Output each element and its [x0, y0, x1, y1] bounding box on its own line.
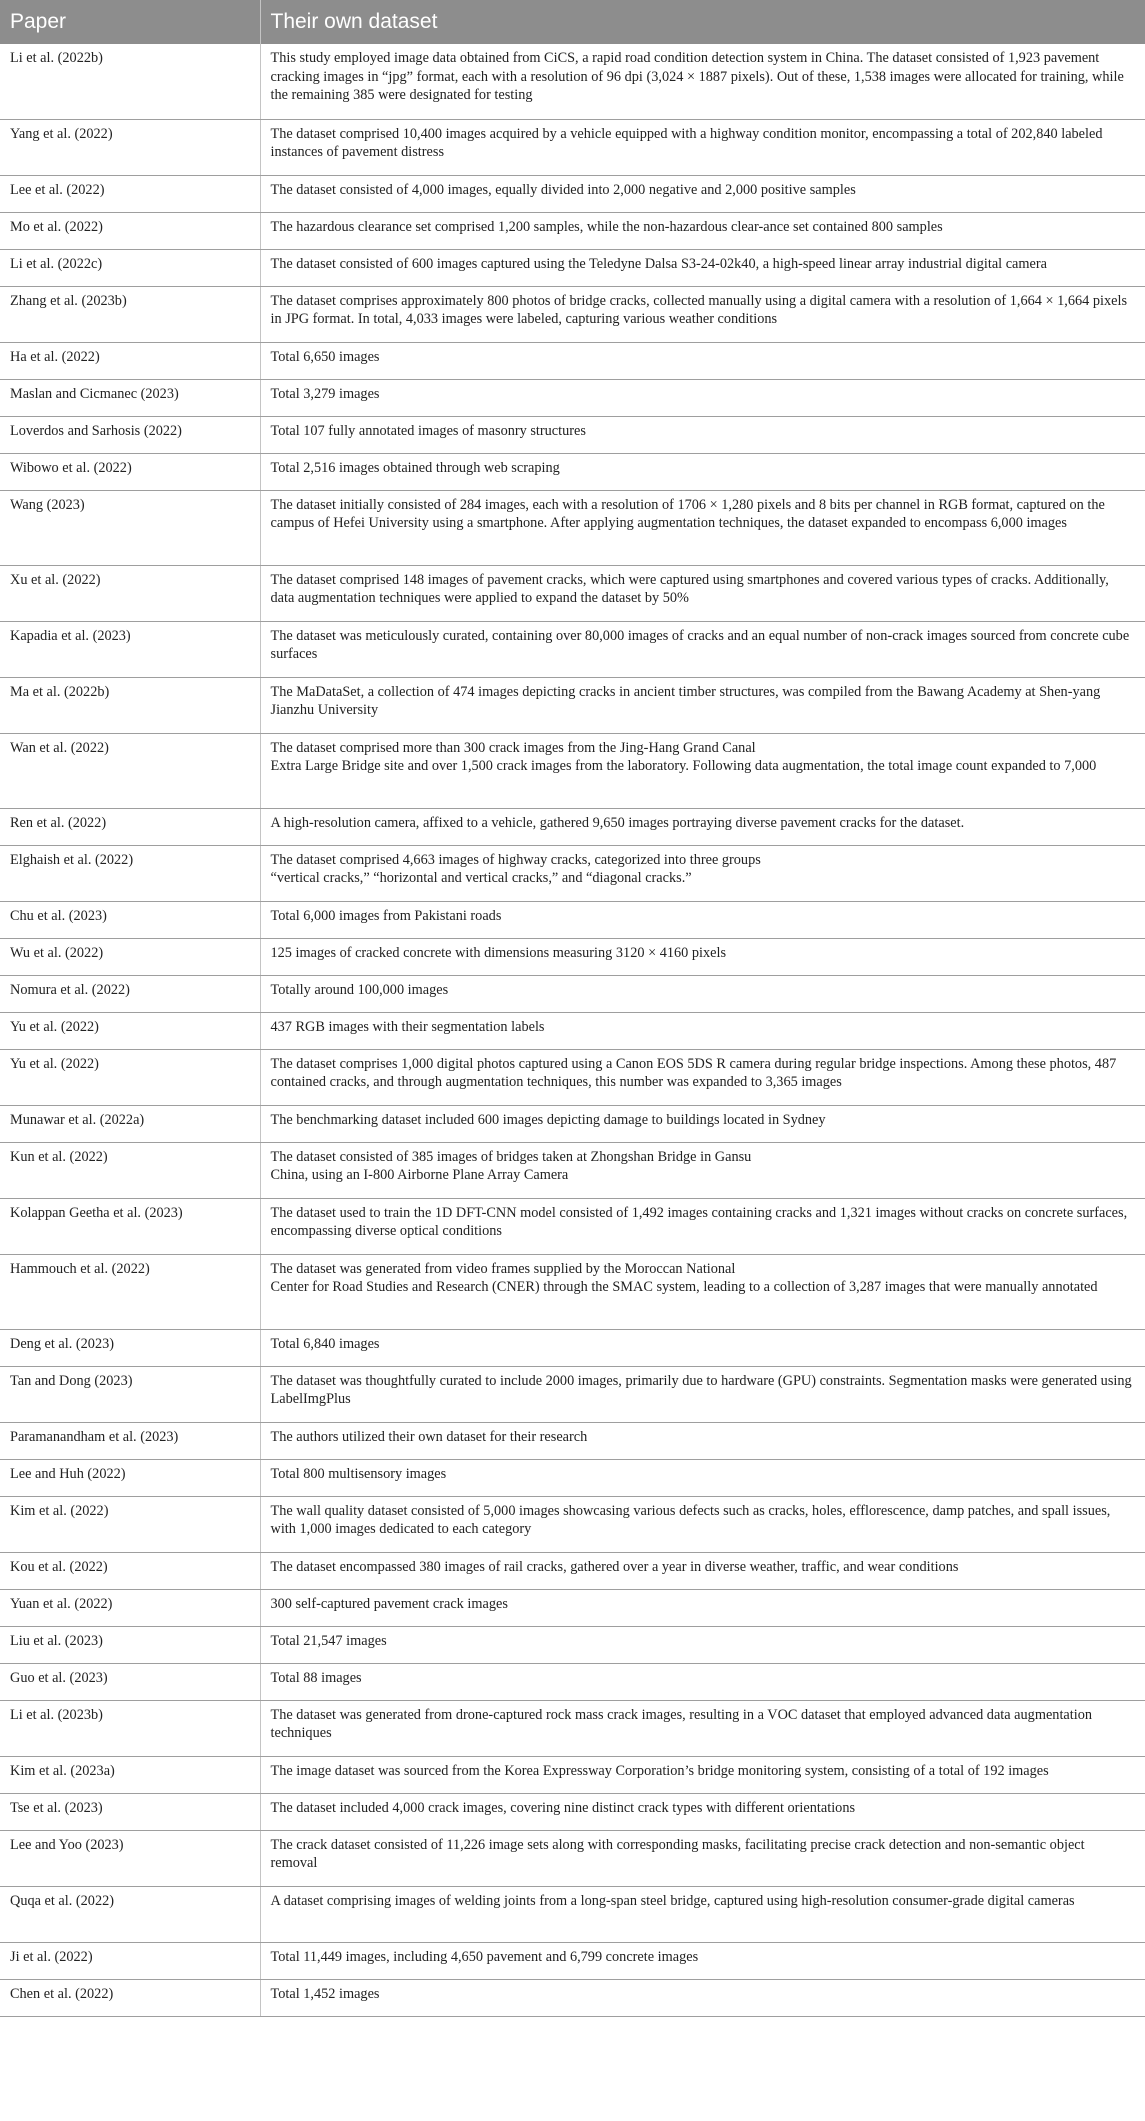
- table-row: [0, 677, 1145, 733]
- dataset-cell: 300 self-captured pavement crack images: [260, 1589, 1145, 1626]
- table-row: [0, 1049, 1145, 1105]
- paper-cell: Li et al. (2022b): [0, 44, 260, 119]
- dataset-cell: The dataset comprises approximately 800 photos of bridge cracks, collected manually using a digital camera with a resolution of 1,664 × 1,664 pixels in JPG format. In total, 4,033 images were labeled, capturing various weather conditions: [260, 286, 1145, 342]
- dataset-cell: Total 6,650 images: [260, 342, 1145, 379]
- table-row: [0, 1830, 1145, 1886]
- dataset-cell: The benchmarking dataset included 600 images depicting damage to buildings located in Sydney: [260, 1105, 1145, 1142]
- table-row: [0, 1422, 1145, 1459]
- dataset-cell: The crack dataset consisted of 11,226 image sets along with corresponding masks, facilitating precise crack detection and non-semantic object removal: [260, 1830, 1145, 1886]
- table-row: [0, 175, 1145, 212]
- dataset-cell: Total 3,279 images: [260, 379, 1145, 416]
- table-row: [0, 1105, 1145, 1142]
- dataset-cell: Total 21,547 images: [260, 1626, 1145, 1663]
- paper-cell: Kim et al. (2022): [0, 1496, 260, 1552]
- dataset-cell: Total 6,000 images from Pakistani roads: [260, 901, 1145, 938]
- table-row: [0, 44, 1145, 119]
- dataset-cell: Total 88 images: [260, 1663, 1145, 1700]
- dataset-cell: A high-resolution camera, affixed to a vehicle, gathered 9,650 images portraying diverse pavement cracks for the dataset.: [260, 808, 1145, 845]
- paper-cell: Lee and Huh (2022): [0, 1459, 260, 1496]
- paper-cell: Chen et al. (2022): [0, 1979, 260, 2016]
- dataset-cell: The dataset initially consisted of 284 images, each with a resolution of 1706 × 1,280 pixels and 8 bits per channel in RGB format, captured on the campus of Hefei University using a smartphone. After applying augmentation techniques, the dataset expanded to encompass 6,000 images: [260, 490, 1145, 565]
- table-row: [0, 1589, 1145, 1626]
- paper-cell: Mo et al. (2022): [0, 212, 260, 249]
- table-row: [0, 1198, 1145, 1254]
- table-row: [0, 938, 1145, 975]
- header-row: [0, 0, 1145, 44]
- paper-cell: Kim et al. (2023a): [0, 1756, 260, 1793]
- paper-cell: Ren et al. (2022): [0, 808, 260, 845]
- dataset-cell: The dataset was generated from video frames supplied by the Moroccan National Center for Road Studies and Research (CNER) through the SMAC system, leading to a collection of 3,287 images that were manually annotated: [260, 1254, 1145, 1329]
- table-row: [0, 1012, 1145, 1049]
- paper-cell: Deng et al. (2023): [0, 1329, 260, 1366]
- table-row: [0, 1496, 1145, 1552]
- paper-cell: Munawar et al. (2022a): [0, 1105, 260, 1142]
- paper-cell: Kolappan Geetha et al. (2023): [0, 1198, 260, 1254]
- paper-cell: Maslan and Cicmanec (2023): [0, 379, 260, 416]
- table-row: [0, 249, 1145, 286]
- paper-cell: Xu et al. (2022): [0, 565, 260, 621]
- paper-cell: Yang et al. (2022): [0, 119, 260, 175]
- paper-cell: Kou et al. (2022): [0, 1552, 260, 1589]
- dataset-cell: The dataset was thoughtfully curated to include 2000 images, primarily due to hardware (GPU) constraints. Segmentation masks were generated using LabelImgPlus: [260, 1366, 1145, 1422]
- table-row: [0, 733, 1145, 808]
- table-row: [0, 1700, 1145, 1756]
- table-row: [0, 1254, 1145, 1329]
- table-row: [0, 490, 1145, 565]
- paper-cell: Yu et al. (2022): [0, 1049, 260, 1105]
- dataset-cell: Total 1,452 images: [260, 1979, 1145, 2016]
- table-row: [0, 1366, 1145, 1422]
- dataset-cell: This study employed image data obtained from CiCS, a rapid road condition detection system in China. The dataset consisted of 1,923 pavement cracking images in “jpg” format, each with a resolution of 96 dpi (3,024 × 1887 pixels). Out of these, 1,538 images were allocated for training, while the remaining 385 were designated for testing: [260, 44, 1145, 119]
- paper-cell: Zhang et al. (2023b): [0, 286, 260, 342]
- dataset-cell: Total 11,449 images, including 4,650 pavement and 6,799 concrete images: [260, 1942, 1145, 1979]
- paper-cell: Yu et al. (2022): [0, 1012, 260, 1049]
- table-row: [0, 565, 1145, 621]
- paper-cell: Wan et al. (2022): [0, 733, 260, 808]
- table-row: [0, 1552, 1145, 1589]
- paper-cell: Wu et al. (2022): [0, 938, 260, 975]
- paper-cell: Lee et al. (2022): [0, 175, 260, 212]
- table-row: [0, 1329, 1145, 1366]
- paper-cell: Wibowo et al. (2022): [0, 453, 260, 490]
- table-row: [0, 845, 1145, 901]
- table-row: [0, 1663, 1145, 1700]
- paper-cell: Liu et al. (2023): [0, 1626, 260, 1663]
- paper-cell: Ma et al. (2022b): [0, 677, 260, 733]
- paper-cell: Ha et al. (2022): [0, 342, 260, 379]
- dataset-cell: 437 RGB images with their segmentation labels: [260, 1012, 1145, 1049]
- header-dataset: Their own dataset: [260, 0, 1145, 44]
- table-header: [0, 0, 1145, 44]
- paper-cell: Paramanandham et al. (2023): [0, 1422, 260, 1459]
- table-row: [0, 1142, 1145, 1198]
- table-row: [0, 1942, 1145, 1979]
- dataset-cell: The wall quality dataset consisted of 5,000 images showcasing various defects such as cracks, holes, efflorescence, damp patches, and spall issues, with 1,000 images dedicated to each category: [260, 1496, 1145, 1552]
- dataset-cell: Total 107 fully annotated images of masonry structures: [260, 416, 1145, 453]
- paper-cell: Yuan et al. (2022): [0, 1589, 260, 1626]
- table-row: [0, 1793, 1145, 1830]
- header-paper: Paper: [0, 0, 260, 44]
- dataset-cell: Total 2,516 images obtained through web scraping: [260, 453, 1145, 490]
- dataset-cell: The authors utilized their own dataset for their research: [260, 1422, 1145, 1459]
- dataset-cell: The dataset consisted of 385 images of bridges taken at Zhongshan Bridge in Gansu China, using an I-800 Airborne Plane Array Camera: [260, 1142, 1145, 1198]
- dataset-cell: 125 images of cracked concrete with dimensions measuring 3120 × 4160 pixels: [260, 938, 1145, 975]
- dataset-cell: The dataset comprises 1,000 digital photos captured using a Canon EOS 5DS R camera during regular bridge inspections. Among these photos, 487 contained cracks, and through augmentation techniques, this number was expanded to 3,365 images: [260, 1049, 1145, 1105]
- paper-cell: Quqa et al. (2022): [0, 1886, 260, 1942]
- paper-cell: Kun et al. (2022): [0, 1142, 260, 1198]
- table-body: [0, 44, 1145, 2016]
- dataset-cell: The dataset comprised 10,400 images acquired by a vehicle equipped with a highway condition monitor, encompassing a total of 202,840 labeled instances of pavement distress: [260, 119, 1145, 175]
- dataset-cell: Totally around 100,000 images: [260, 975, 1145, 1012]
- table-row: [0, 621, 1145, 677]
- table-row: [0, 286, 1145, 342]
- paper-cell: Tse et al. (2023): [0, 1793, 260, 1830]
- dataset-cell: The dataset was meticulously curated, containing over 80,000 images of cracks and an equal number of non-crack images sourced from concrete cube surfaces: [260, 621, 1145, 677]
- paper-cell: Loverdos and Sarhosis (2022): [0, 416, 260, 453]
- dataset-cell: The dataset used to train the 1D DFT-CNN model consisted of 1,492 images containing cracks and 1,321 images without cracks on concrete surfaces, encompassing diverse optical conditions: [260, 1198, 1145, 1254]
- paper-cell: Guo et al. (2023): [0, 1663, 260, 1700]
- paper-cell: Ji et al. (2022): [0, 1942, 260, 1979]
- dataset-cell: The MaDataSet, a collection of 474 images depicting cracks in ancient timber structures, was compiled from the Bawang Academy at Shen-yang Jianzhu University: [260, 677, 1145, 733]
- paper-cell: Chu et al. (2023): [0, 901, 260, 938]
- table-row: [0, 416, 1145, 453]
- paper-cell: Wang (2023): [0, 490, 260, 565]
- table-row: [0, 1979, 1145, 2016]
- dataset-cell: The dataset was generated from drone-captured rock mass crack images, resulting in a VOC dataset that employed advanced data augmentation techniques: [260, 1700, 1145, 1756]
- table-row: [0, 1626, 1145, 1663]
- dataset-cell: The dataset included 4,000 crack images, covering nine distinct crack types with different orientations: [260, 1793, 1145, 1830]
- paper-cell: Nomura et al. (2022): [0, 975, 260, 1012]
- dataset-cell: The dataset consisted of 600 images captured using the Teledyne Dalsa S3-24-02k40, a high-speed linear array industrial digital camera: [260, 249, 1145, 286]
- dataset-cell: The image dataset was sourced from the Korea Expressway Corporation’s bridge monitoring system, consisting of a total of 192 images: [260, 1756, 1145, 1793]
- paper-cell: Kapadia et al. (2023): [0, 621, 260, 677]
- table-row: [0, 453, 1145, 490]
- paper-cell: Li et al. (2023b): [0, 1700, 260, 1756]
- dataset-cell: A dataset comprising images of welding joints from a long-span steel bridge, captured using high-resolution consumer-grade digital cameras: [260, 1886, 1145, 1942]
- dataset-cell: The dataset comprised more than 300 crack images from the Jing-Hang Grand Canal Extra Large Bridge site and over 1,500 crack images from the laboratory. Following data augmentation, the total image count expanded to 7,000: [260, 733, 1145, 808]
- paper-cell: Hammouch et al. (2022): [0, 1254, 260, 1329]
- paper-cell: Tan and Dong (2023): [0, 1366, 260, 1422]
- table-row: [0, 808, 1145, 845]
- table-row: [0, 119, 1145, 175]
- table-row: [0, 342, 1145, 379]
- dataset-cell: The dataset comprised 4,663 images of highway cracks, categorized into three groups “vertical cracks,” “horizontal and vertical cracks,” and “diagonal cracks.”: [260, 845, 1145, 901]
- table-row: [0, 1459, 1145, 1496]
- table-row: [0, 1886, 1145, 1942]
- paper-cell: Li et al. (2022c): [0, 249, 260, 286]
- table-row: [0, 1756, 1145, 1793]
- dataset-cell: Total 800 multisensory images: [260, 1459, 1145, 1496]
- dataset-cell: The dataset comprised 148 images of pavement cracks, which were captured using smartphones and covered various types of cracks. Additionally, data augmentation techniques were applied to expand the dataset by 50%: [260, 565, 1145, 621]
- dataset-cell: The dataset consisted of 4,000 images, equally divided into 2,000 negative and 2,000 positive samples: [260, 175, 1145, 212]
- paper-cell: Lee and Yoo (2023): [0, 1830, 260, 1886]
- table-row: [0, 212, 1145, 249]
- table-row: [0, 901, 1145, 938]
- dataset-cell: The hazardous clearance set comprised 1,200 samples, while the non-hazardous clear-ance set contained 800 samples: [260, 212, 1145, 249]
- dataset-cell: Total 6,840 images: [260, 1329, 1145, 1366]
- table-row: [0, 975, 1145, 1012]
- paper-cell: Elghaish et al. (2022): [0, 845, 260, 901]
- table-row: [0, 379, 1145, 416]
- dataset-cell: The dataset encompassed 380 images of rail cracks, gathered over a year in diverse weather, traffic, and wear conditions: [260, 1552, 1145, 1589]
